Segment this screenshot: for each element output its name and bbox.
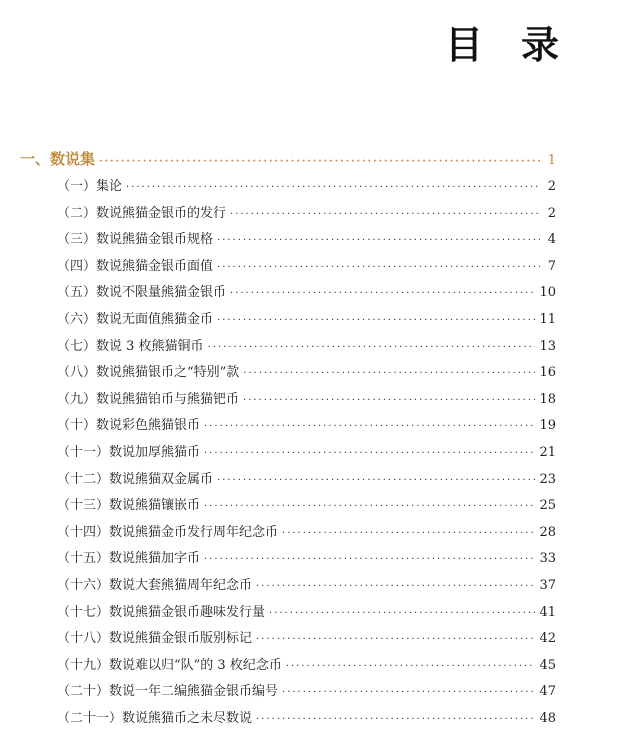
dot-leader bbox=[99, 156, 540, 167]
toc-item-label: （十三）数说熊猫镶嵌币 bbox=[57, 498, 201, 514]
dot-leader bbox=[208, 342, 536, 353]
toc-item-label: （九）数说熊猫铂币与熊猫钯币 bbox=[57, 391, 240, 407]
dot-leader bbox=[204, 421, 535, 432]
toc-item-page: 10 bbox=[539, 285, 556, 301]
toc-item-page: 4 bbox=[547, 232, 556, 248]
dot-leader bbox=[256, 634, 535, 645]
toc-item[interactable] bbox=[57, 441, 556, 460]
dot-leader bbox=[217, 235, 540, 246]
toc-item[interactable] bbox=[57, 707, 556, 726]
toc-item-label: （二十一）数说熊猫币之未尽数说 bbox=[57, 711, 253, 726]
dot-leader bbox=[217, 475, 535, 486]
toc-item-label: （十六）数说大套熊猫周年纪念币 bbox=[57, 578, 253, 593]
dot-leader bbox=[243, 395, 535, 406]
toc-item[interactable] bbox=[57, 308, 556, 327]
toc-section-page: 1 bbox=[547, 153, 556, 168]
toc-item-page: 2 bbox=[547, 179, 556, 194]
dot-leader bbox=[230, 288, 535, 299]
toc-item[interactable] bbox=[57, 574, 556, 593]
toc-item[interactable] bbox=[57, 335, 556, 354]
toc-item[interactable] bbox=[57, 468, 556, 487]
toc-section-1[interactable] bbox=[20, 148, 556, 169]
toc-item-page: 33 bbox=[539, 551, 556, 567]
toc-item-label: （二十）数说一年二编熊猫金银币编号 bbox=[57, 684, 279, 700]
dot-leader bbox=[256, 714, 535, 725]
toc-item[interactable] bbox=[57, 388, 556, 407]
toc-item-label: （十一）数说加厚熊猫币 bbox=[57, 445, 201, 460]
toc-item[interactable] bbox=[57, 627, 556, 646]
toc-item-page: 47 bbox=[539, 684, 556, 700]
dot-leader bbox=[230, 209, 540, 220]
toc-item-page: 13 bbox=[539, 338, 556, 354]
page-title bbox=[445, 14, 559, 69]
toc-item-page: 25 bbox=[539, 498, 556, 514]
dot-leader bbox=[282, 528, 535, 539]
dot-leader bbox=[286, 661, 536, 672]
toc-item-label: （十五）数说熊猫加字币 bbox=[57, 551, 201, 567]
toc-item[interactable] bbox=[57, 414, 556, 433]
toc-item-label: （五）数说不限量熊猫金银币 bbox=[57, 285, 227, 301]
toc-item[interactable] bbox=[57, 601, 556, 620]
toc-item[interactable] bbox=[57, 547, 556, 566]
toc-item-label: （八）数说熊猫银币之“特别”款 bbox=[57, 365, 240, 381]
toc-item[interactable] bbox=[57, 281, 556, 300]
toc-item-page: 23 bbox=[539, 471, 556, 487]
toc-item-page: 11 bbox=[539, 312, 556, 327]
toc-item-page: 2 bbox=[547, 205, 556, 221]
toc-item-page: 48 bbox=[539, 711, 556, 726]
toc-item-label: （三）数说熊猫金银币规格 bbox=[57, 232, 214, 248]
toc-item[interactable] bbox=[57, 494, 556, 513]
dot-leader bbox=[269, 608, 535, 619]
toc-item-label: （十）数说彩色熊猫银币 bbox=[57, 418, 201, 434]
toc-item[interactable] bbox=[57, 654, 556, 673]
dot-leader bbox=[204, 501, 535, 512]
dot-leader bbox=[256, 581, 535, 592]
toc-item[interactable] bbox=[57, 361, 556, 380]
dot-leader bbox=[217, 315, 535, 326]
toc-item-label: （一）集论 bbox=[57, 179, 123, 194]
dot-leader bbox=[282, 687, 535, 698]
dot-leader bbox=[243, 368, 535, 379]
toc-item-page: 42 bbox=[539, 631, 556, 647]
toc-section-label: 一、数说集 bbox=[20, 150, 96, 168]
toc-item-page: 16 bbox=[539, 365, 556, 381]
toc-item-label: （四）数说熊猫金银币面值 bbox=[57, 258, 214, 274]
toc-item-page: 41 bbox=[539, 604, 556, 620]
toc-item-label: （十九）数说难以归“队”的 3 枚纪念币 bbox=[57, 657, 282, 673]
toc-item-label: （十二）数说熊猫双金属币 bbox=[57, 471, 214, 487]
toc-item-page: 19 bbox=[539, 418, 556, 434]
toc-item[interactable] bbox=[57, 228, 556, 247]
toc-item-page: 7 bbox=[547, 258, 556, 274]
toc-item[interactable] bbox=[57, 680, 556, 699]
title-char-2: 录 bbox=[521, 23, 560, 67]
toc-item[interactable] bbox=[57, 175, 556, 194]
dot-leader bbox=[126, 182, 540, 193]
toc-item-label: （十四）数说熊猫金币发行周年纪念币 bbox=[57, 524, 279, 540]
toc-item-page: 45 bbox=[539, 657, 556, 673]
toc-item-label: （十七）数说熊猫金银币趣味发行量 bbox=[57, 604, 266, 620]
toc-item[interactable] bbox=[57, 255, 556, 274]
toc-item-page: 21 bbox=[539, 445, 556, 460]
toc-item[interactable] bbox=[57, 202, 556, 221]
toc-item-page: 18 bbox=[539, 391, 556, 407]
toc-item-label: （十八）数说熊猫金银币版别标记 bbox=[57, 631, 253, 647]
toc-item[interactable] bbox=[57, 521, 556, 540]
toc-item-label: （七）数说 3 枚熊猫铜币 bbox=[57, 338, 204, 354]
toc-item-page: 28 bbox=[539, 524, 556, 540]
dot-leader bbox=[204, 554, 535, 565]
toc-item-label: （六）数说无面值熊猫金币 bbox=[57, 312, 214, 327]
toc-item-label: （二）数说熊猫金银币的发行 bbox=[57, 205, 227, 221]
dot-leader bbox=[217, 262, 540, 273]
title-char-1: 目 bbox=[445, 23, 484, 67]
dot-leader bbox=[204, 448, 535, 459]
toc-item-page: 37 bbox=[539, 578, 556, 593]
